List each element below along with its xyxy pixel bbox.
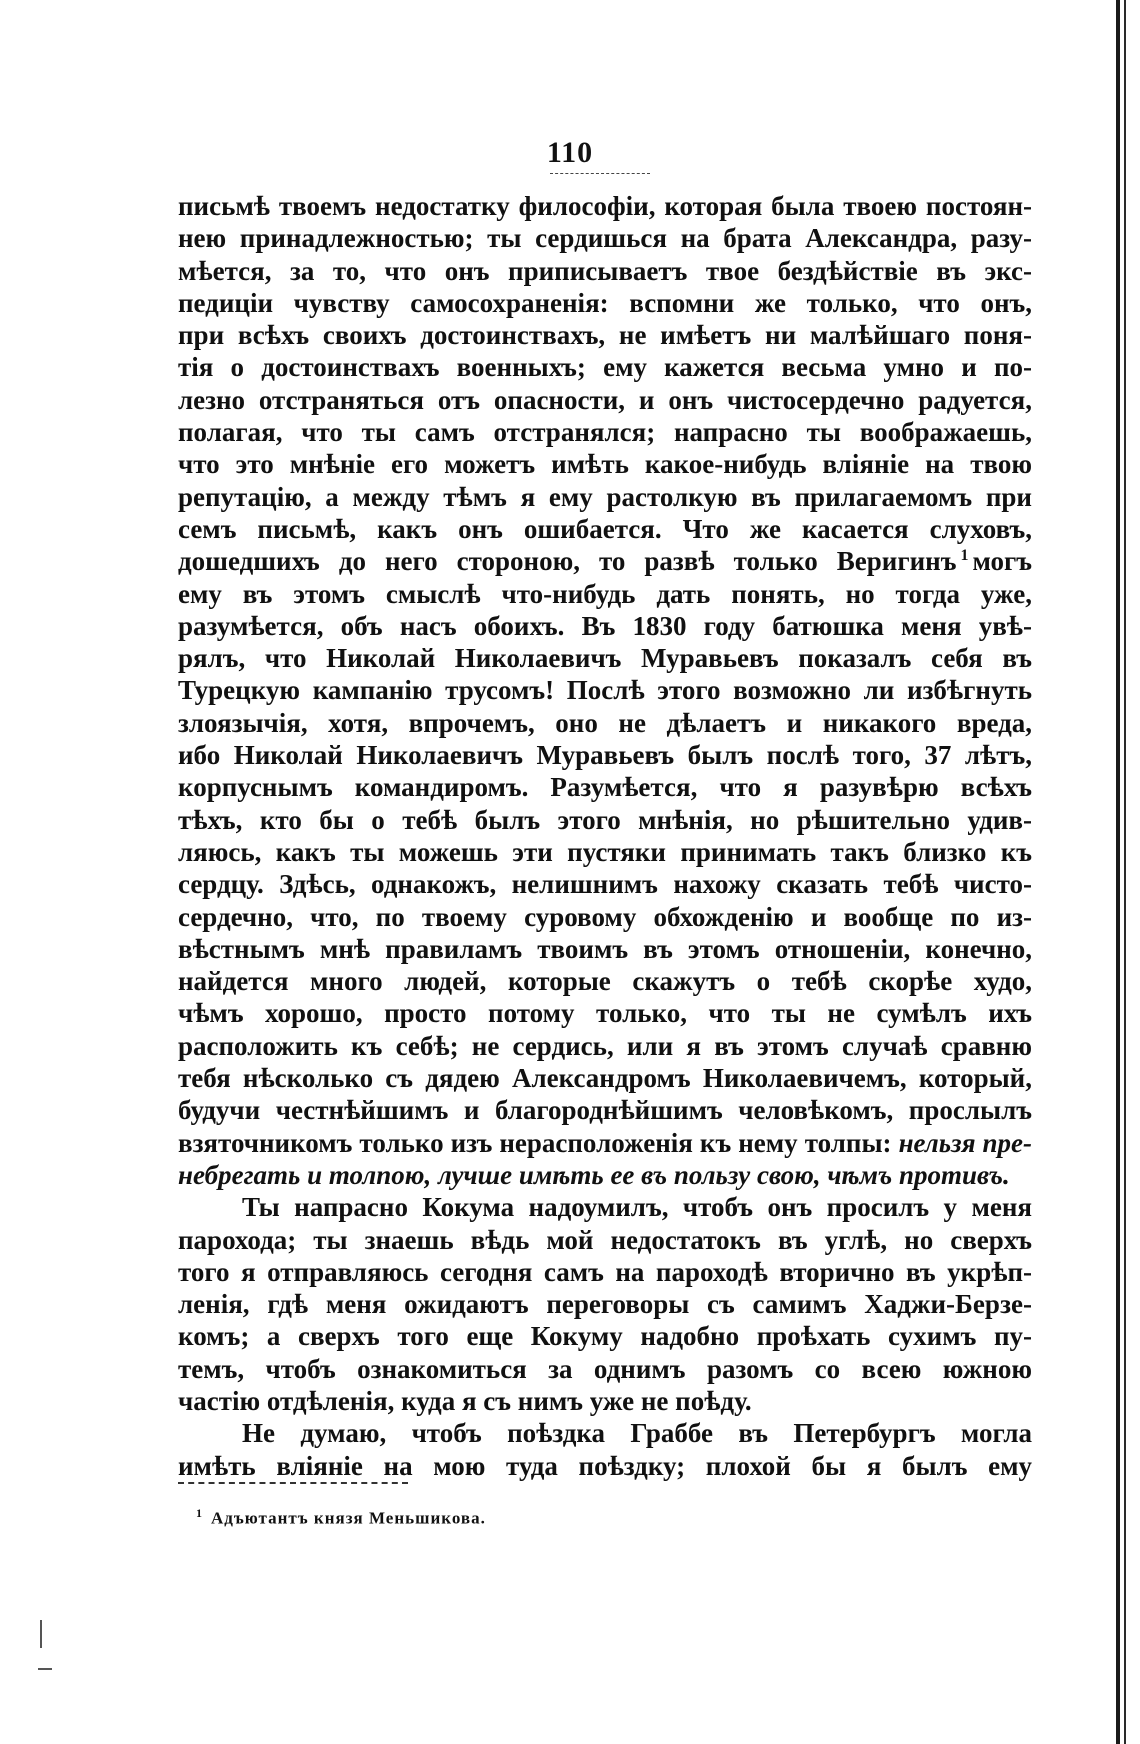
footnote-text: Адъютантъ князя Меньшикова. [211, 1508, 486, 1528]
body-text [178, 190, 1032, 1482]
text-line: полагая, что ты самъ отстранялся; напрасно ты воображаешь, [178, 417, 1032, 448]
text-line: сердцу. Здѣсь, однакожъ, нелишнимъ нахожу сказать тебѣ чисто- [178, 869, 1032, 900]
text-segment: дошедшихъ до него стороною, то развѣ только Веригинъ [178, 546, 957, 577]
text-line: педиціи чувству самосохраненія: вспомни же только, что онъ, [178, 287, 1032, 318]
text-line: сердечно, что, по твоему суровому обхожденію и вообще по из- [178, 901, 1032, 932]
text-segment: взяточникомъ только изъ нерасположенія къ нему толпы: [178, 1127, 892, 1158]
text-line: тебя нѣсколько съ дядею Александромъ Николаевичемъ, который, [178, 1063, 1032, 1094]
text-line: злоязычія, хотя, впрочемъ, оно не дѣлаетъ и никакого вреда, [178, 707, 1032, 738]
text-line: имѣть вліяніе на мою туда поѣздку; плохой бы я былъ ему [178, 1450, 1032, 1481]
italic-segment: нельзя пре- [898, 1127, 1033, 1158]
footnote [196, 1506, 486, 1529]
text-line-with-footnote-ref [178, 545, 1032, 577]
paragraph-start-line: Не думаю, чтобъ поѣздка Граббе въ Петербургъ могла [242, 1418, 1032, 1449]
text-line-mixed [178, 1127, 1032, 1159]
page-number: 110 [546, 136, 594, 169]
text-line: будучи честнѣйшимъ и благороднѣйшимъ человѣкомъ, прослылъ [178, 1095, 1032, 1126]
text-line: расположить къ себѣ; не сердись, или я въ этомъ случаѣ сравню [178, 1030, 1032, 1061]
text-line: рялъ, что Николай Николаевичъ Муравьевъ показалъ себя въ [178, 643, 1032, 674]
text-line: комъ; а сверхъ того еще Кокуму надобно проѣхать сухимъ пу- [178, 1321, 1032, 1352]
text-line: Турецкую кампанію трусомъ! Послѣ этого возможно ли избѣгнуть [178, 675, 1032, 706]
text-line: найдется много людей, которые скажутъ о тебѣ скорѣе худо, [178, 966, 1032, 997]
paragraph-start-line: Ты напрасно Кокума надоумилъ, чтобъ онъ просилъ у меня [242, 1192, 1032, 1223]
text-segment: могъ [972, 546, 1032, 577]
text-line: семъ письмѣ, какъ онъ ошибается. Что же касается слуховъ, [178, 513, 1032, 544]
text-line: чѣмъ хорошо, просто потому только, что ты не сумѣлъ ихъ [178, 998, 1032, 1029]
italic-line: небрегать и толпою, лучше имѣть ее въ пользу свою, чѣмъ противъ. [178, 1159, 1010, 1190]
page-edge-shadow [1116, 0, 1120, 1744]
text-line: парохода; ты знаешь вѣдь мой недостатокъ въ углѣ, но сверхъ [178, 1224, 1032, 1255]
footnote-rule [178, 1482, 408, 1484]
text-line: вѣстнымъ мнѣ правиламъ твоимъ въ этомъ отношеніи, конечно, [178, 933, 1032, 964]
text-line: того я отправляюсь сегодня самъ на пароходѣ вторично въ укрѣп- [178, 1256, 1032, 1287]
text-line: ибо Николай Николаевичъ Муравьевъ былъ послѣ того, 37 лѣтъ, [178, 740, 1032, 771]
text-line: ему въ этомъ смыслѣ что-нибудь дать понять, но тогда уже, [178, 578, 1032, 609]
margin-scan-mark [38, 1668, 52, 1670]
text-line: тія о достоинствахъ военныхъ; ему кажется весьма умно и по- [178, 352, 1032, 383]
text-line: мѣется, за то, что онъ приписываетъ твое бездѣйствіе въ экс- [178, 255, 1032, 286]
margin-scan-mark [40, 1620, 42, 1648]
text-line: темъ, чтобъ ознакомиться за однимъ разомъ со всею южною [178, 1353, 1032, 1384]
text-line: репутацію, а между тѣмъ я ему растолкую въ прилагаемомъ при [178, 481, 1032, 512]
text-line: тѣхъ, кто бы о тебѣ былъ этого мнѣнія, но рѣшительно удив- [178, 804, 1032, 835]
footnote-reference[interactable]: 1 [960, 547, 969, 565]
text-line: разумѣется, объ насъ обоихъ. Въ 1830 году батюшка меня увѣ- [178, 610, 1032, 641]
text-line: что это мнѣніе его можетъ имѣть какое-нибудь вліяніе на твою [178, 449, 1032, 480]
text-line: корпуснымъ командиромъ. Разумѣется, что я разувѣрю всѣхъ [178, 772, 1032, 803]
page-number-rule [550, 173, 650, 174]
text-line: ляюсь, какъ ты можешь эти пустяки принимать такъ близко къ [178, 836, 1032, 867]
footnote-mark: 1 [196, 1506, 203, 1520]
text-line: при всѣхъ своихъ достоинствахъ, не имѣетъ ни малѣйшаго поня- [178, 320, 1032, 351]
text-line: нею принадлежностью; ты сердишься на брата Александра, разу- [178, 223, 1032, 254]
text-line: письмѣ твоемъ недостатку философіи, которая была твоею постоян- [178, 191, 1032, 221]
text-line: ленія, гдѣ меня ожидаютъ переговоры съ самимъ Хаджи-Берзе- [178, 1289, 1032, 1320]
paragraph-end-line: частію отдѣленія, куда я съ нимъ уже не поѣду. [178, 1385, 752, 1416]
text-line: лезно отстраняться отъ опасности, и онъ чистосердечно радуется, [178, 384, 1032, 415]
page-edge-shadow-inner [1124, 0, 1126, 1744]
